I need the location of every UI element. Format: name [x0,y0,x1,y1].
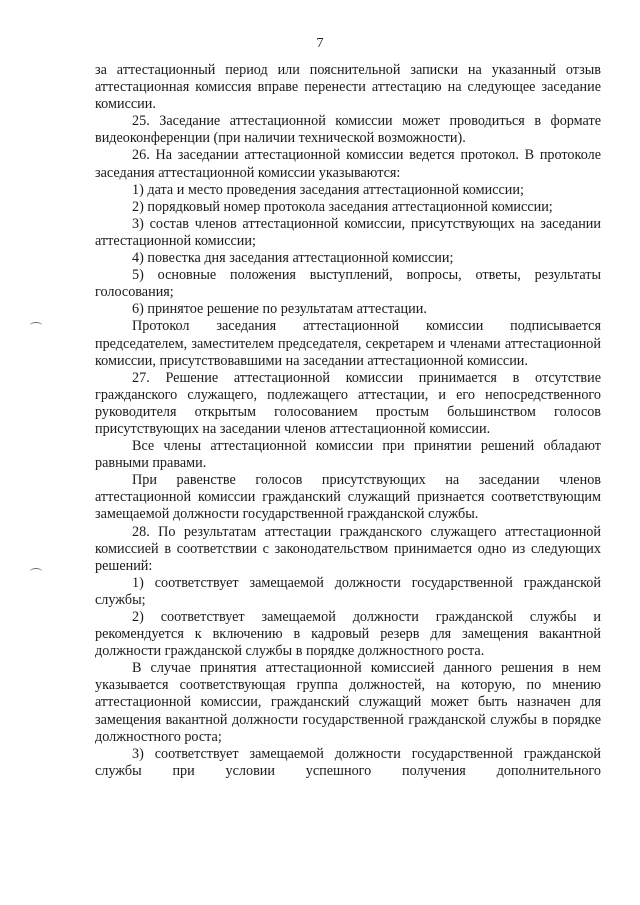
list-item: 1) дата и место проведения заседания аттестационной комиссии; [132,181,524,198]
document-body [95,62,601,780]
paragraph: Все члены аттестационной комиссии при принятии решений обладают равными правами. [95,438,601,472]
paragraph: В случае принятия аттестационной комиссией данного решения в нем указывается соответствующая группа должностей, на которую, по мнению аттестационной комиссии, гражданский служащий может быть назначен для замещения вакантной должности государственной гражданской службы в порядке должностного роста; [95,660,601,745]
margin-mark [30,568,42,575]
list-item: 4) повестка дня заседания аттестационной комиссии; [132,250,454,267]
list-item: 5) основные положения выступлений, вопросы, ответы, результаты голосования; [95,267,601,301]
page-number: 7 [316,36,324,51]
paragraph: Протокол заседания аттестационной комиссии подписывается председателем, заместителем председателя, секретарем и членами аттестационной комиссии, присутствовавшими на заседании аттестационной комиссии. [95,318,601,369]
paragraph-clause-26: 26. На заседании аттестационной комиссии ведется протокол. В протоколе заседания аттестационной комиссии указываются: [95,147,601,181]
list-item: 1) соответствует замещаемой должности государственной гражданской службы; [95,574,601,608]
paragraph: При равенстве голосов присутствующих на заседании членов аттестационной комиссии гражданский служащий признается соответствующим замещаемой должности государственной гражданской службы. [95,472,601,523]
list-item: 3) соответствует замещаемой должности государственной гражданской службы при условии успешного получения дополнительного [95,745,601,779]
paragraph-clause-27: 27. Решение аттестационной комиссии принимается в отсутствие гражданского служащего, подлежащего аттестации, и его непосредственного руководителя открытым голосованием простым большинством голосов присутствующих на заседании членов аттестационной комиссии. [95,369,601,437]
paragraph-clause-28: 28. По результатам аттестации гражданского служащего аттестационной комиссией в соответствии с законодательством принимается одно из следующих решений: [95,523,601,574]
list-item: 6) принятое решение по результатам аттестации. [132,301,427,318]
paragraph: за аттестационный период или пояснительной записки на указанный отзыв аттестационная комиссия вправе перенести аттестацию на следующее заседание комиссии. [95,62,601,113]
paragraph-clause-25: 25. Заседание аттестационной комиссии может проводиться в формате видеоконференции (при наличии технической возможности). [95,113,601,147]
margin-mark [30,322,42,329]
list-item: 2) соответствует замещаемой должности гражданской службы и рекомендуется к включению в кадровый резерв для замещения вакантной должности гражданской службы в порядке должностного роста. [95,609,601,660]
list-item: 2) порядковый номер протокола заседания аттестационной комиссии; [132,198,553,215]
list-item: 3) состав членов аттестационной комиссии, присутствующих на заседании аттестационной комиссии; [95,215,601,249]
